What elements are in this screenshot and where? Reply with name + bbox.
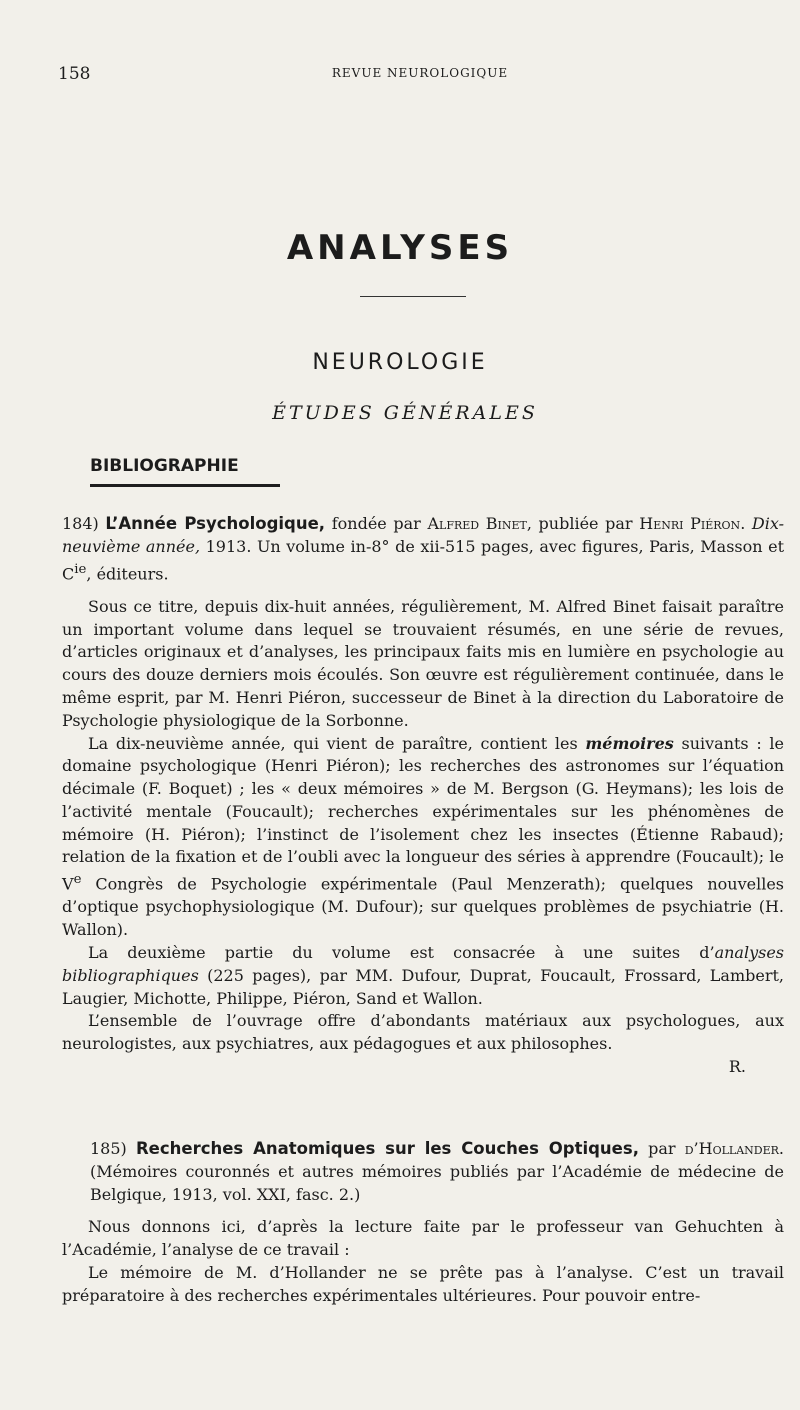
- edition: Dix-neuvième année,: [62, 514, 785, 556]
- reference-text: , éditeurs.: [86, 563, 169, 583]
- founder-name: Alfred Binet: [427, 514, 527, 533]
- superscript: ie: [74, 561, 87, 577]
- subsection-title: NEUROLOGIE: [312, 350, 488, 375]
- paragraph: [62, 733, 784, 943]
- superscript: e: [73, 872, 82, 888]
- entry-number: 184): [62, 514, 99, 533]
- emphasis: mémoires: [585, 733, 674, 753]
- section-title: ANALYSES: [286, 228, 514, 268]
- rubric-underline: [90, 484, 280, 487]
- paragraph-text: La dix-neuvième année, qui vient de paraître, contient les: [88, 733, 586, 753]
- reference-text: , publiée par: [526, 514, 640, 533]
- entry-reference: [62, 513, 784, 586]
- paragraph-text: La deuxième partie du volume est consacrée à une suites d’: [88, 943, 715, 962]
- spacer: [62, 1206, 784, 1216]
- entry-185: [62, 1138, 784, 1308]
- reference-text: . (Mémoires couronnés et autres mémoires publiés par l’Académie de médecine de Belgique, 1913, vol. XXI, fasc. 2.): [90, 1139, 785, 1204]
- title-divider: [360, 296, 466, 297]
- entry-184: [62, 513, 784, 1079]
- reference-text: par: [638, 1139, 685, 1158]
- reference-text: fondée par: [325, 514, 428, 533]
- page-number: 158: [58, 64, 91, 84]
- paragraph: Le mémoire de M. d’Hollander ne se prête pas à l’analyse. C’est un travail préparatoire à des recherches expérimentales ultérieures. Pour pouvoir entre-: [62, 1262, 784, 1305]
- rubric-heading: BIBLIOGRAPHIE: [90, 456, 239, 476]
- paragraph-text: (225 pages), par MM. Dufour, Duprat, Foucault, Frossard, Lambert, Laugier, Michotte, Philippe, Piéron, Sand et Wallon.: [62, 965, 784, 1008]
- running-head: [58, 64, 782, 88]
- entry-title: L’Année Psychologique,: [105, 514, 326, 533]
- paragraph: Nous donnons ici, d’après la lecture faite par le professeur van Gehuchten à l’Académie, l’analyse de ce travail :: [62, 1217, 784, 1260]
- paragraph: [62, 942, 784, 1010]
- paragraph-text: Congrès de Psychologie expérimentale (Paul Menzerath); quelques nouvelles d’optique psychophysiologique (M. Dufour); sur quelques problèmes de psychiatrie (H. Wallon).: [62, 874, 784, 940]
- signature: R.: [728, 1056, 746, 1076]
- spacer: [62, 586, 784, 596]
- entry-number: 185): [90, 1139, 127, 1158]
- reference-text: 1913. Un volume in-8° de xii-515 pages, avec figures, Paris, Masson et C: [62, 536, 784, 583]
- paragraph: Sous ce titre, depuis dix-huit années, régulièrement, M. Alfred Binet faisait paraître un important volume dans lequel se trouvaient résumés, en une série de revues, d’articles originaux et d’analyses, les principaux faits mis en lumière en psychologie au cours des douze derniers mois écoulés. Son œuvre est régulièrement continuée, dans le même esprit, par M. Henri Piéron, successeur de Binet à la direction du Laboratoire de Psychologie physiologique de la Sorbonne.: [62, 596, 784, 730]
- entry-title: Recherches Anatomiques sur les Couches Optiques,: [135, 1139, 639, 1158]
- category-title: ÉTUDES GÉNÉRALES: [272, 402, 538, 424]
- journal-title: REVUE NEUROLOGIQUE: [331, 66, 509, 80]
- paragraph-text: suivants : le domaine psychologique (Henri Piéron); les recherches des astronomes sur l’équation décimale (F. Boquet) ; les « deux mémoires » de M. Bergson (G. Heymans); les lois de l’activité mentale (Foucault); recherches expérimentales sur les phénomènes de mémoire (H. Piéron); l’instinct de l’isolement chez les insectes (Étienne Rabaud); relation de la fixation et de l’oubli avec la longueur des séries à apprendre (Foucault); le V: [62, 733, 785, 894]
- reference-text: .: [740, 514, 752, 533]
- author-name: d’Hollander: [684, 1139, 779, 1158]
- entry-reference: [62, 1138, 784, 1206]
- paragraph: L’ensemble de l’ouvrage offre d’abondants matériaux aux psychologues, aux neurologistes, aux psychiatres, aux pédagogues et aux philosophes.: [62, 1011, 784, 1054]
- publisher-name: Henri Piéron: [639, 514, 741, 533]
- emphasis: analyses bibliographiques: [62, 943, 784, 985]
